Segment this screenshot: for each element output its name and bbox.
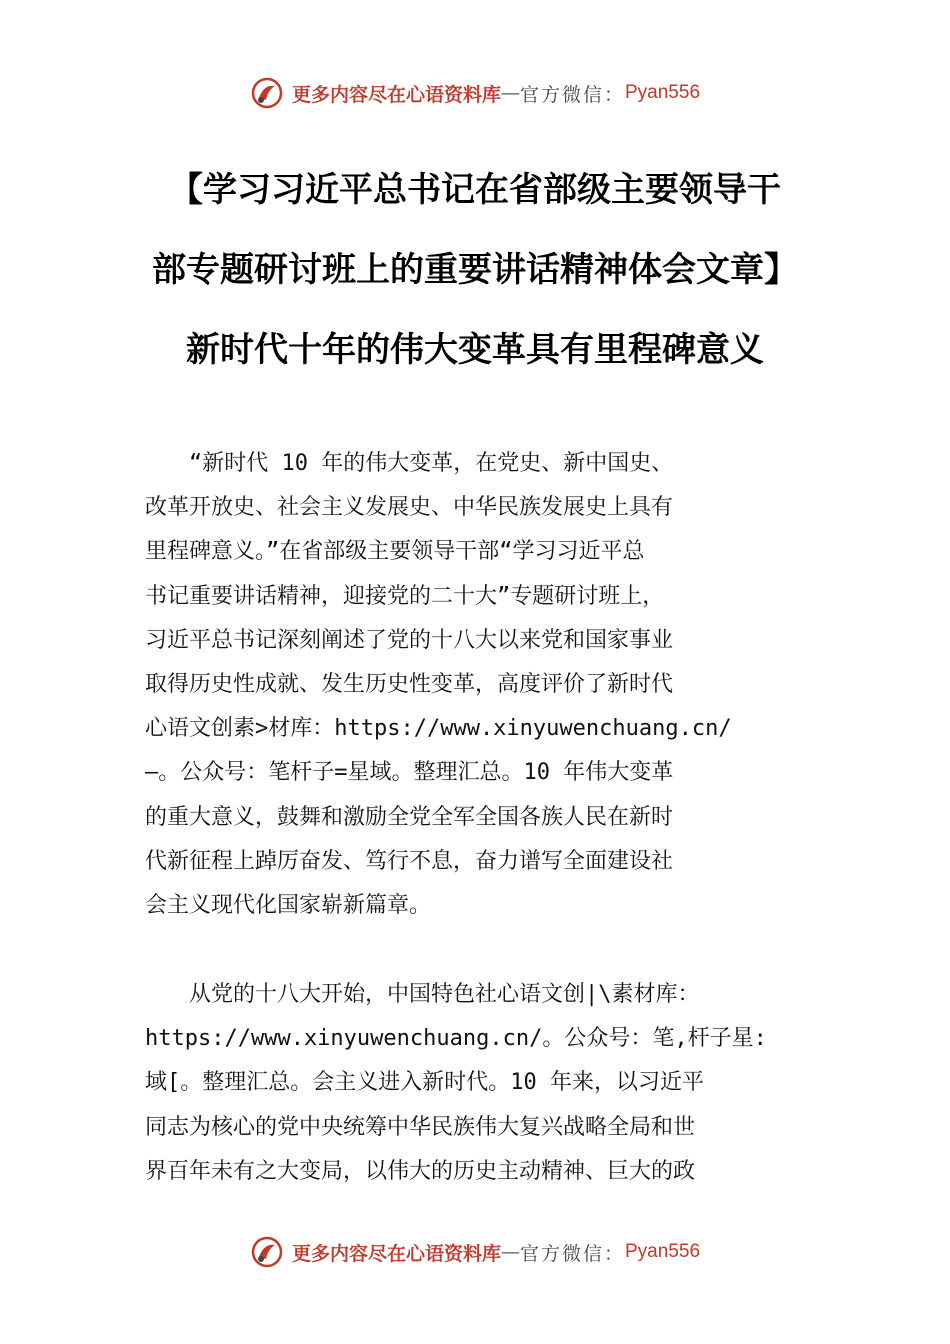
text-line: 心语文创素>材库：https://www.xinyuwenchuang.cn/ [145, 716, 732, 742]
banner-separator: — [500, 82, 520, 104]
text-line: 同志为核心的党中央统筹中华民族伟大复兴战略全局和世 [145, 1114, 696, 1140]
body-paragraph-1 [145, 442, 827, 928]
text-line: 会主义现代化国家崭新篇章。 [145, 893, 432, 919]
banner-text [292, 1239, 700, 1266]
title-line: 部专题研讨班上的重要讲话精神体会文章】 [152, 250, 798, 290]
banner-wechat-label: 官方微信： [519, 1242, 625, 1265]
header-watermark-banner [0, 73, 950, 113]
text-line: 代新征程上踔厉奋发、笃行不息，奋力谱写全面建设社 [145, 848, 674, 874]
text-line: —。公众号：笔杆子=星域。整理汇总。10 年伟大变革 [145, 760, 674, 786]
text-line: 里程碑意义。”在省部级主要领导干部“学习习近平总 [145, 539, 645, 565]
text-line: “新时代 10 年的伟大变革，在党史、新中国史、 [145, 451, 674, 476]
text-line: https://www.xinyuwenchuang.cn/。公众号：笔,杆子星: [145, 1026, 767, 1052]
text-line: 界百年未有之大变局，以伟大的历史主动精神、巨大的政 [145, 1158, 696, 1184]
document-title [120, 150, 830, 390]
banner-wechat-id: Pyan556 [625, 82, 701, 103]
banner-separator: — [500, 1241, 520, 1263]
banner-wechat-id: Pyan556 [625, 1241, 701, 1262]
banner-brand: 更多内容尽在心语资料库 [291, 83, 501, 106]
title-line: 【学习习近平总书记在省部级主要领导干 [169, 170, 781, 210]
footer-watermark-banner [0, 1232, 950, 1272]
body-paragraph-2 [145, 973, 827, 1194]
text-line: 习近平总书记深刻阐述了党的十八大以来党和国家事业 [145, 627, 674, 653]
banner-wechat-label: 官方微信： [519, 83, 625, 106]
text-line: 书记重要讲话精神，迎接党的二十大”专题研讨班上， [145, 583, 665, 609]
banner-text [292, 80, 700, 107]
seal-logo-icon [250, 76, 284, 110]
text-line: 域[。整理汇总。会主义进入新时代。10 年来，以习近平 [145, 1070, 704, 1096]
text-line: 的重大意义，鼓舞和激励全党全军全国各族人民在新时 [145, 804, 674, 830]
text-line: 从党的十八大开始，中国特色社心语文创|\素材库： [145, 982, 700, 1007]
text-line: 改革开放史、社会主义发展史、中华民族发展史上具有 [145, 495, 674, 521]
banner-brand: 更多内容尽在心语资料库 [291, 1242, 501, 1265]
text-line: 取得历史性成就、发生历史性变革，高度评价了新时代 [145, 672, 674, 698]
seal-logo-icon [250, 1235, 284, 1269]
title-line: 新时代十年的伟大变革具有里程碑意义 [186, 330, 764, 370]
